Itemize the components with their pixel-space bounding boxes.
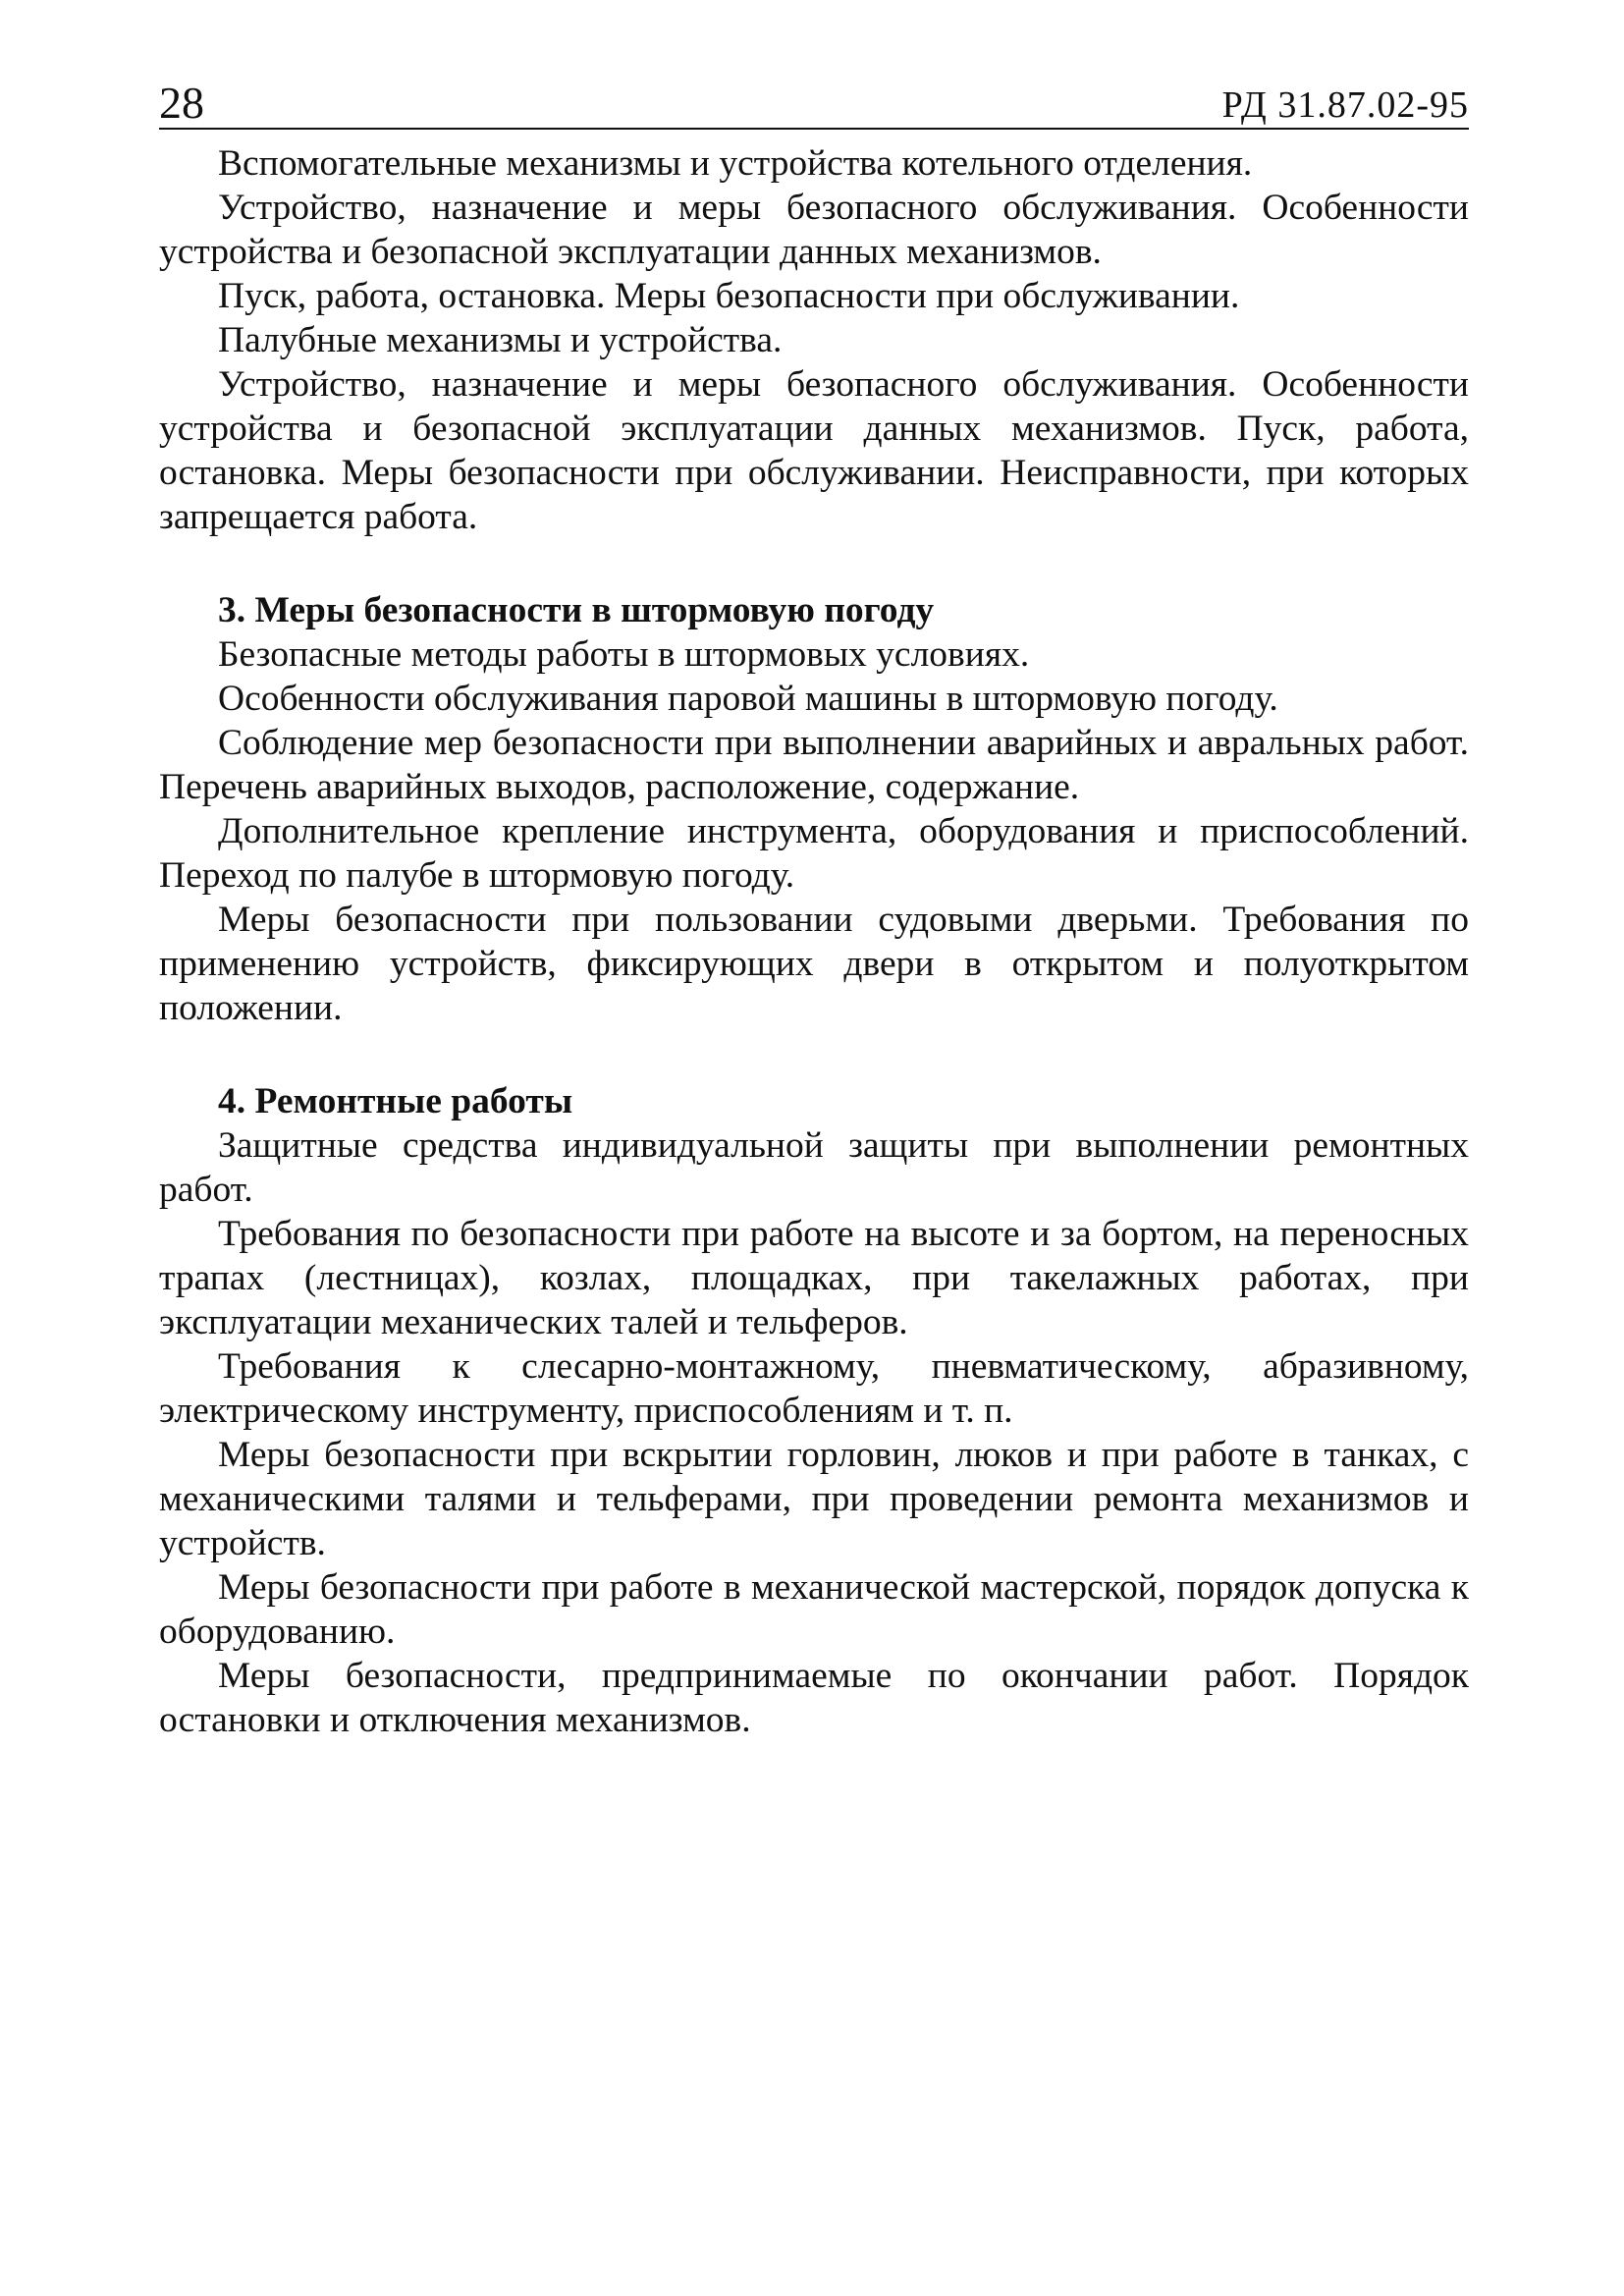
paragraph: Дополнительное крепление инструмента, оборудования и приспособлений. Переход по палубе в штормовую погоду.	[159, 811, 1469, 896]
paragraph: Меры безопасности, предпринимаемые по окончании работ. Порядок остановки и отключения механизмов.	[159, 1656, 1469, 1740]
paragraph: Устройство, назначение и меры безопасного обслуживания. Особенности устройства и безопасной эксплуатации данных механизмов. Пуск, работа, остановка. Меры безопасности при обслуживании. Неисправности, при которых запрещается работа.	[159, 364, 1469, 537]
paragraph: Соблюдение мер безопасности при выполнении аварийных и авральных работ. Перечень аварийных выходов, расположение, содержание.	[159, 723, 1469, 807]
paragraph: Безопасные методы работы в штормовых условиях.	[218, 634, 1030, 675]
paragraph: Требования к слесарно-монтажному, пневматическому, абразивному, электрическому инструменту, приспособлениям и т. п.	[159, 1346, 1469, 1431]
paragraph: Защитные средства индивидуальной защиты при выполнении ремонтных работ.	[159, 1125, 1469, 1210]
paragraph: Пуск, работа, остановка. Меры безопасности при обслуживании.	[218, 276, 1240, 316]
section-repair-works	[159, 1079, 1469, 1742]
page-number: 28	[159, 78, 204, 128]
paragraph: Меры безопасности при вскрытии горловин, люков и при работе в танках, с механическими талями и тельферами, при проведении ремонта механизмов и устройств.	[159, 1435, 1469, 1563]
section-storm-safety	[159, 588, 1469, 1030]
paragraph: Меры безопасности при работе в механической мастерской, порядок допуска к оборудованию.	[159, 1567, 1469, 1652]
document-page	[159, 71, 1469, 1742]
section-heading: 4. Ремонтные работы	[218, 1081, 573, 1121]
section-heading: 3. Меры безопасности в штормовую погоду	[218, 590, 935, 630]
paragraph: Меры безопасности при пользовании судовыми дверьми. Требования по применению устройств, фиксирующих двери в открытом и полуоткрытом положении.	[159, 900, 1469, 1028]
document-code: РД 31.87.02-95	[1221, 84, 1469, 126]
page-header	[159, 71, 1469, 130]
paragraph: Особенности обслуживания паровой машины в штормовую погоду.	[218, 679, 1278, 719]
paragraph: Устройство, назначение и меры безопасного обслуживания. Особенности устройства и безопасной эксплуатации данных механизмов.	[159, 188, 1469, 272]
paragraph: Требования по безопасности при работе на высоте и за бортом, на переносных трапах (лестницах), козлах, площадках, при такелажных работах, при эксплуатации механических талей и тельферов.	[159, 1214, 1469, 1342]
paragraph: Вспомогательные механизмы и устройства котельного отделения.	[218, 143, 1253, 184]
intro-section	[159, 141, 1469, 539]
paragraph: Палубные механизмы и устройства.	[218, 320, 783, 360]
